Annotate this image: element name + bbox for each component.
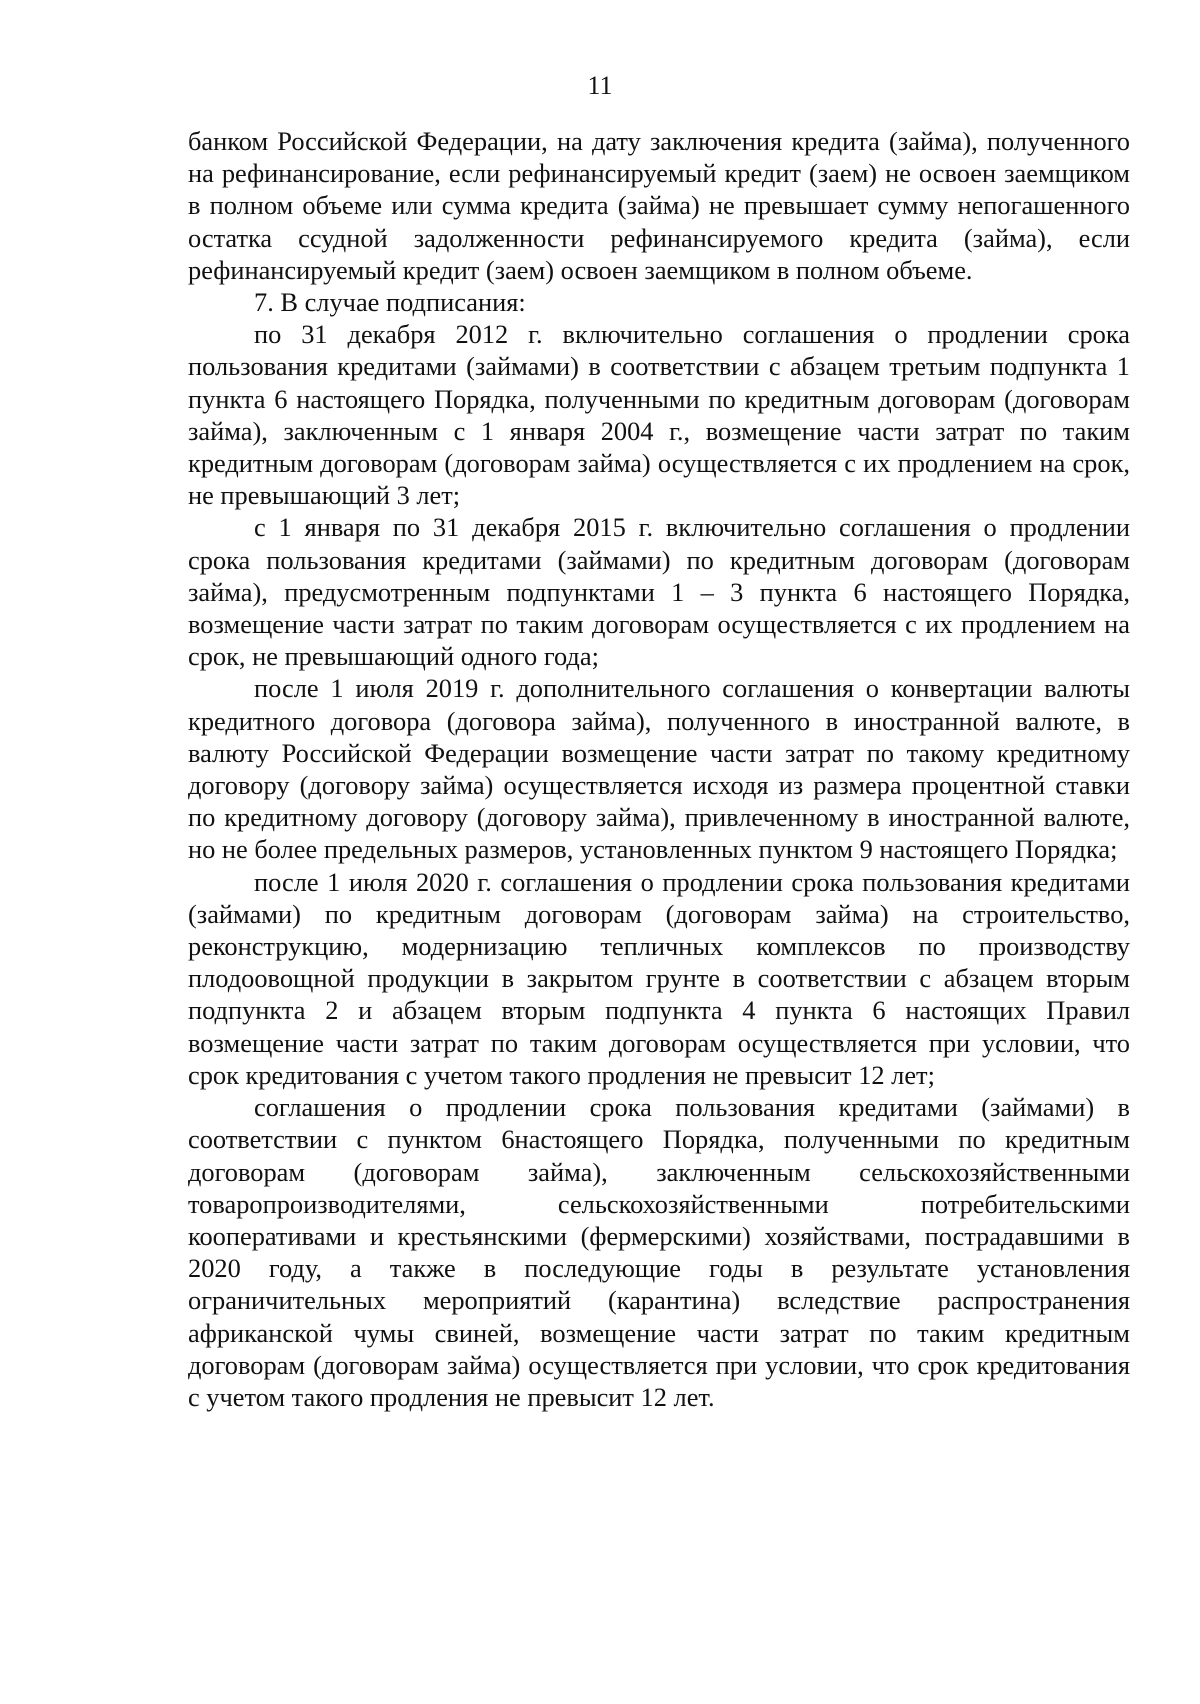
paragraph-2020-greenhouse-extension: после 1 июля 2020 г. соглашения о продлении срока пользования кредитами (займами) по кредитным договорам (договорам займа) на строительство, реконструкцию, модернизацию тепличных комплексов по производству плодоовощной продукции в закрытом грунте в соответствии с абзацем вторым подпункта 2 и абзацем вторым подпункта 4 пункта 6 настоящих Правил возмещение части затрат по таким договорам осуществляется при условии, что срок кредитования с учетом такого продления не превысит 12 лет; <box>188 866 1130 1090</box>
document-body <box>188 125 1130 1413</box>
paragraph-2015-extension: с 1 января по 31 декабря 2015 г. включительно соглашения о продлении срока пользования кредитами (займами) по кредитным договорам (договорам займа), предусмотренным подпунктами 1 – 3 пункта 6 настоящего Порядка, возмещение части затрат по таким договорам осуществляется с их продлением на срок, не превышающий одного года; <box>188 512 1130 672</box>
page-number: 11 <box>587 71 613 100</box>
paragraph-intro: банком Российской Федерации, на дату заключения кредита (займа), полученного на рефинансирование, если рефинансируемый кредит (заем) не освоен заемщиком в полном объеме или сумма кредита (займа) не превышает сумму непогашенного остатка ссудной задолженности рефинансируемого кредита (займа), если рефинансируемый кредит (заем) освоен заемщиком в полном объеме. <box>188 126 1130 285</box>
paragraph-african-swine-fever: соглашения о продлении срока пользования кредитами (займами) в соответствии с пунктом 6настоящего Порядка, полученными по кредитным договорам (договорам займа), заключенным сельскохозяйственными товаропроизводителями, сельскохозяйственными потребительскими кооперативами и крестьянскими (фермерскими) хозяйствами, пострадавшими в 2020 году, а также в последующие годы в результате установления ограничительных мероприятий (карантина) вследствие распространения африканской чумы свиней, возмещение части затрат по таким кредитным договорам (договорам займа) осуществляется при условии, что срок кредитования с учетом такого продления не превысит 12 лет. <box>188 1092 1130 1412</box>
paragraph-item-7-heading: 7. В случае подписания: <box>254 287 526 318</box>
paragraph-2012-extension: по 31 декабря 2012 г. включительно соглашения о продлении срока пользования кредитами (займами) в соответствии с абзацем третьим подпункта 1 пункта 6 настоящего Порядка, полученными по кредитным договорам (договорам займа), заключенным с 1 января 2004 г., возмещение части затрат по таким кредитным договорам (договорам займа) осуществляется с их продлением на срок, не превышающий 3 лет; <box>188 319 1130 511</box>
paragraph-2019-currency-conversion: после 1 июля 2019 г. дополнительного соглашения о конвертации валюты кредитного договора (договора займа), полученного в иностранной валюте, в валюту Российской Федерации возмещение части затрат по такому кредитному договору (договору займа) осуществляется исходя из размера процентной ставки по кредитному договору (договору займа), привлеченному в иностранной валюте, но не более предельных размеров, установленных пунктом 9 настоящего Порядка; <box>188 673 1130 865</box>
